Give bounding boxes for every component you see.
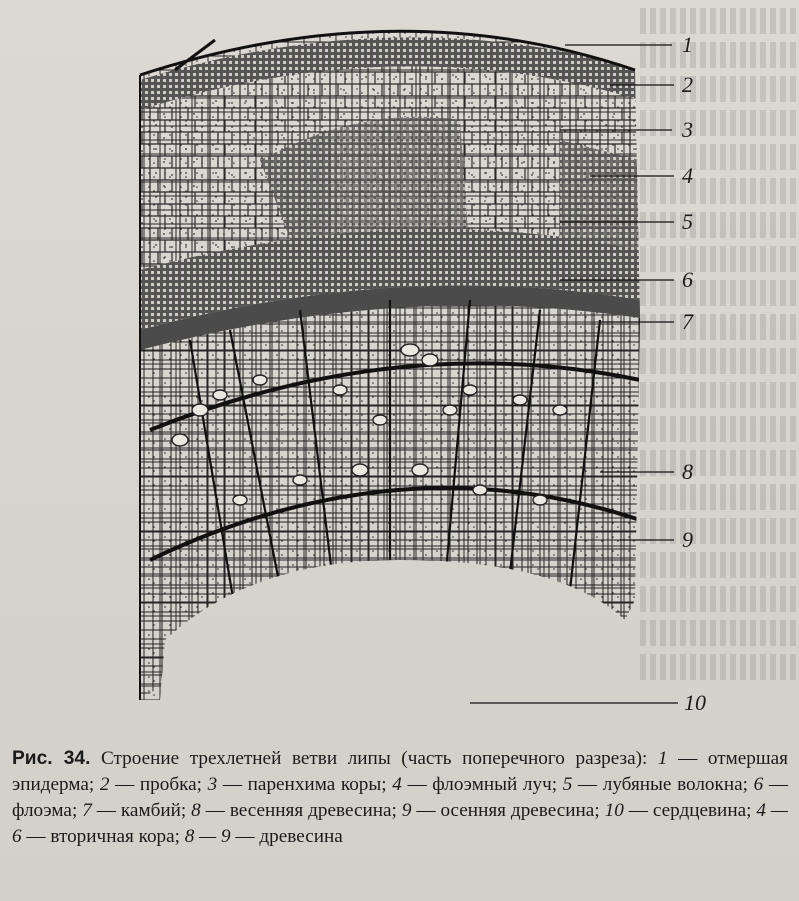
caption-item-text: — вторичная кора; bbox=[21, 826, 185, 847]
caption-item-text: — паренхима коры; bbox=[217, 774, 393, 795]
caption-item-num: 4 bbox=[392, 774, 402, 795]
caption-item-num: 10 bbox=[604, 800, 624, 821]
figure-label-6: 6 bbox=[682, 267, 693, 292]
caption-item-text: — пробка; bbox=[109, 774, 208, 795]
caption-title: Строение трехлетней ветви липы (часть поперечного разреза): bbox=[90, 748, 648, 769]
caption-item-text: — древесина bbox=[230, 826, 343, 847]
figure-caption bbox=[12, 746, 788, 850]
caption-item-text: — весенняя древесина; bbox=[200, 800, 402, 821]
figure-label-2: 2 bbox=[682, 72, 693, 97]
caption-item-num: 2 bbox=[99, 774, 110, 795]
figure-label-9: 9 bbox=[682, 527, 693, 552]
figure-label-4: 4 bbox=[682, 163, 693, 188]
caption-item-text: — флоэмный луч; bbox=[401, 774, 563, 795]
figure-number: Рис. 34. bbox=[12, 748, 91, 769]
section-drawing bbox=[130, 20, 650, 720]
caption-item-text: — осенняя древесина; bbox=[411, 800, 605, 821]
figure-label-10: 10 bbox=[684, 690, 706, 715]
figure-label-1: 1 bbox=[682, 32, 693, 57]
caption-item-num: 3 bbox=[207, 774, 218, 795]
figure-label-5: 5 bbox=[682, 209, 693, 234]
caption-item-num: 8 bbox=[191, 800, 201, 821]
caption-item-num: 4 — 6 bbox=[12, 800, 788, 847]
caption-item-num: 7 bbox=[82, 800, 92, 821]
caption-item-text: — флоэма; bbox=[12, 774, 789, 821]
figure-label-8: 8 bbox=[682, 459, 693, 484]
caption-item-text: — лубяные волокна; bbox=[572, 774, 754, 795]
caption-item-text: — отмершая эпидерма; bbox=[12, 748, 788, 795]
figure-label-3: 3 bbox=[682, 117, 693, 142]
caption-item-text: — сердцевина; bbox=[623, 800, 757, 821]
caption-item-num: 9 bbox=[401, 800, 412, 821]
caption-item-num: 1 bbox=[657, 748, 668, 769]
figure-label-7: 7 bbox=[682, 309, 693, 334]
caption-item-num: 8 — 9 bbox=[184, 826, 231, 847]
caption-item-num: 6 bbox=[753, 774, 764, 795]
figure-labels bbox=[681, 32, 706, 715]
caption-item-text: — камбий; bbox=[91, 800, 192, 821]
caption-item-num: 5 bbox=[562, 774, 573, 795]
